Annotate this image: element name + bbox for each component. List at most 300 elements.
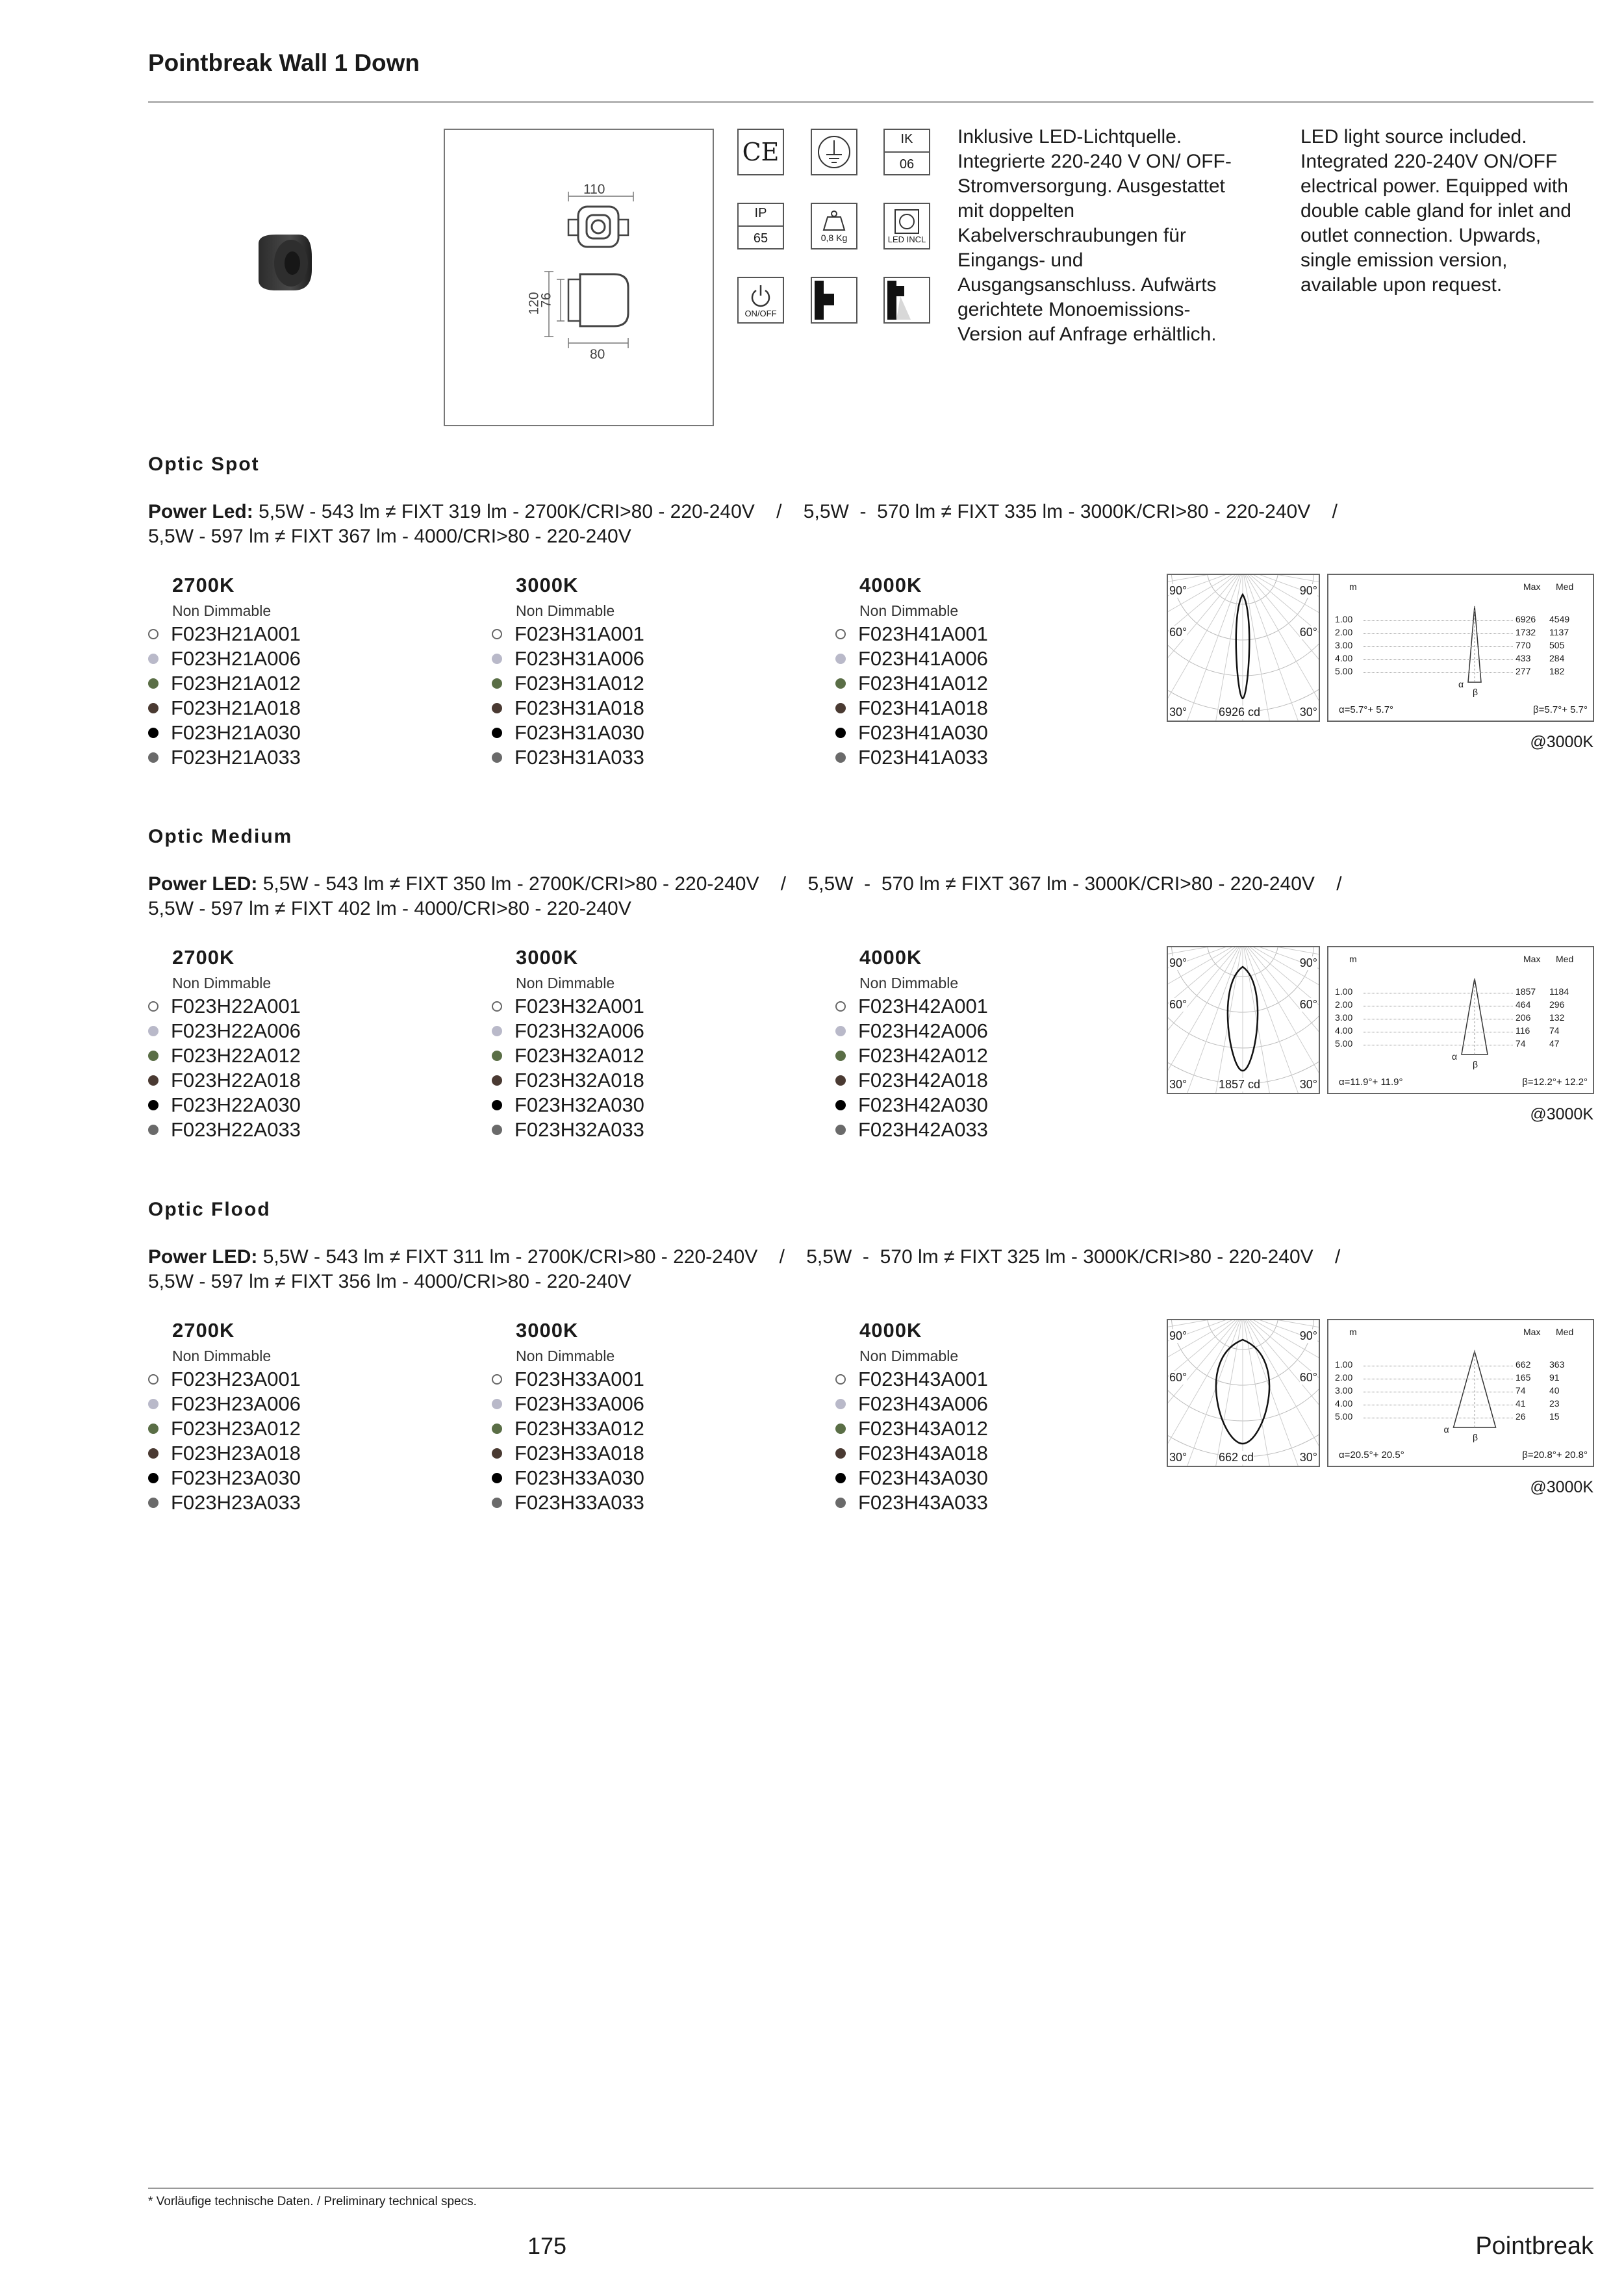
table-row bbox=[1335, 627, 1575, 637]
color-temperature: 3000K bbox=[516, 1319, 579, 1342]
led-incl-label: LED INCL bbox=[887, 234, 926, 244]
polar-diagram bbox=[1167, 946, 1320, 1094]
power-line-2: 5,5W - 597 lm ≠ FIXT 402 lm - 4000/CRI>80 - 220-240V bbox=[148, 898, 631, 919]
table-row bbox=[1335, 1385, 1575, 1396]
polar-label: 30° bbox=[1169, 706, 1187, 719]
product-code: F023H31A030 bbox=[514, 721, 644, 744]
polar-diagram bbox=[1167, 574, 1320, 722]
reference-temperature: @3000K bbox=[1530, 1105, 1593, 1123]
polar-label: 60° bbox=[1299, 1371, 1317, 1384]
table-row bbox=[1335, 614, 1575, 624]
reference-temperature: @3000K bbox=[1530, 1478, 1593, 1496]
distance: 4.00 bbox=[1335, 653, 1353, 663]
onoff-badge bbox=[737, 277, 784, 324]
finish-color-swatch bbox=[835, 678, 846, 689]
product-code-list bbox=[835, 622, 988, 770]
max-lux: 74 bbox=[1516, 1385, 1526, 1396]
table-row bbox=[1335, 1359, 1575, 1370]
color-temperature: 2700K bbox=[172, 946, 235, 969]
finish-color-swatch bbox=[148, 728, 159, 738]
finish-color-swatch bbox=[148, 703, 159, 713]
list-item bbox=[492, 1068, 644, 1093]
footer-divider bbox=[148, 2188, 1593, 2189]
power-line-1: 5,5W - 543 lm ≠ FIXT 319 lm - 2700K/CRI>80 - 220-240V / 5,5W - 570 lm ≠ FIXT 335 lm - 3000K/CRI>80 - 220-240V / bbox=[253, 501, 1338, 522]
med-header: Med bbox=[1556, 581, 1574, 592]
product-code-list bbox=[148, 622, 301, 770]
product-code: F023H21A033 bbox=[171, 746, 301, 769]
product-code: F023H23A033 bbox=[171, 1491, 301, 1514]
max-header: Max bbox=[1523, 581, 1541, 592]
alpha-angle: α=11.9°+ 11.9° bbox=[1339, 1077, 1403, 1088]
med-lux: 182 bbox=[1549, 666, 1565, 676]
dimming-type: Non Dimmable bbox=[516, 602, 615, 619]
product-code: F023H32A012 bbox=[514, 1044, 644, 1067]
dim-height: 120 bbox=[526, 292, 542, 315]
list-item bbox=[835, 1019, 988, 1043]
polar-diagram bbox=[1167, 1319, 1320, 1467]
distance: 1.00 bbox=[1335, 986, 1353, 997]
list-item bbox=[492, 671, 644, 696]
description-german: Inklusive LED-Lichtquelle. Integrierte 220-240 V ON/ OFF-Stromversorgung. Ausgestattet mit doppelten Kabelverschraubungen für Eingangs- und Ausgangsanschluss. Aufwärts gerichtete Monoemissions-Version auf Anfrage erhältlich. bbox=[958, 126, 1232, 345]
table-row bbox=[1335, 1012, 1575, 1023]
beta-angle: β=12.2°+ 12.2° bbox=[1522, 1077, 1588, 1088]
color-temperature: 2700K bbox=[172, 1319, 235, 1342]
finish-color-swatch bbox=[835, 1424, 846, 1434]
distance: 5.00 bbox=[1335, 666, 1353, 676]
weight-badge bbox=[811, 203, 857, 249]
finish-color-swatch bbox=[148, 629, 159, 639]
max-lux: 74 bbox=[1516, 1038, 1526, 1049]
dim-height-inner: 76 bbox=[539, 292, 554, 308]
list-item bbox=[148, 1392, 301, 1416]
finish-color-swatch bbox=[148, 1001, 159, 1012]
max-lux: 770 bbox=[1516, 640, 1531, 650]
dim-depth: 80 bbox=[590, 347, 605, 362]
med-lux: 15 bbox=[1549, 1411, 1560, 1422]
distance: 3.00 bbox=[1335, 1385, 1353, 1396]
product-code-list bbox=[492, 622, 644, 770]
product-code: F023H32A006 bbox=[514, 1019, 644, 1042]
polar-label: 90° bbox=[1299, 1329, 1317, 1342]
finish-color-swatch bbox=[835, 1051, 846, 1061]
product-code: F023H31A033 bbox=[514, 746, 644, 769]
power-line-2: 5,5W - 597 lm ≠ FIXT 367 lm - 4000/CRI>80 - 220-240V bbox=[148, 526, 631, 547]
list-item bbox=[148, 1068, 301, 1093]
list-item bbox=[148, 1118, 301, 1142]
candela-value: 6926 cd bbox=[1219, 706, 1261, 719]
finish-color-swatch bbox=[835, 1125, 846, 1135]
distance: 3.00 bbox=[1335, 640, 1353, 650]
distance: 4.00 bbox=[1335, 1025, 1353, 1036]
product-code: F023H43A001 bbox=[858, 1368, 988, 1390]
product-code-list bbox=[148, 1367, 301, 1515]
finish-color-swatch bbox=[148, 1374, 159, 1385]
polar-label: 60° bbox=[1169, 626, 1187, 639]
max-lux: 116 bbox=[1516, 1025, 1530, 1036]
dimming-type: Non Dimmable bbox=[859, 602, 959, 619]
finish-color-swatch bbox=[835, 1498, 846, 1508]
dimming-type: Non Dimmable bbox=[859, 1348, 959, 1364]
power-line-1: 5,5W - 543 lm ≠ FIXT 350 lm - 2700K/CRI>80 - 220-240V / 5,5W - 570 lm ≠ FIXT 367 lm - 3000K/CRI>80 - 220-240V / bbox=[257, 873, 1342, 895]
distance: 2.00 bbox=[1335, 627, 1353, 637]
finish-color-swatch bbox=[148, 1498, 159, 1508]
product-code: F023H31A018 bbox=[514, 696, 644, 719]
product-code: F023H42A018 bbox=[858, 1069, 988, 1092]
max-lux: 41 bbox=[1516, 1398, 1526, 1409]
finish-color-swatch bbox=[492, 1001, 502, 1012]
earth-badge bbox=[811, 129, 857, 175]
product-code: F023H43A006 bbox=[858, 1392, 988, 1415]
finish-color-swatch bbox=[492, 703, 502, 713]
finish-color-swatch bbox=[492, 728, 502, 738]
product-code: F023H22A033 bbox=[171, 1118, 301, 1141]
distance: 5.00 bbox=[1335, 1411, 1353, 1422]
finish-color-swatch bbox=[492, 1125, 502, 1135]
table-row bbox=[1335, 666, 1575, 676]
section-title: Optic Spot bbox=[148, 454, 260, 475]
list-item bbox=[835, 1416, 988, 1441]
product-code: F023H41A001 bbox=[858, 622, 988, 645]
product-code: F023H21A006 bbox=[171, 647, 301, 670]
max-lux: 662 bbox=[1516, 1359, 1531, 1370]
product-code: F023H41A030 bbox=[858, 721, 988, 744]
finish-color-swatch bbox=[492, 1448, 502, 1459]
brand-name: Pointbreak bbox=[1475, 2232, 1593, 2260]
list-item bbox=[492, 1441, 644, 1466]
color-temperature: 3000K bbox=[516, 574, 579, 596]
product-code: F023H32A001 bbox=[514, 995, 644, 1017]
product-code-list bbox=[492, 1367, 644, 1515]
polar-label: 60° bbox=[1299, 998, 1317, 1011]
finish-color-swatch bbox=[835, 1026, 846, 1036]
finish-color-swatch bbox=[835, 1001, 846, 1012]
product-code: F023H43A030 bbox=[858, 1466, 988, 1489]
product-code: F023H22A030 bbox=[171, 1093, 301, 1116]
med-header: Med bbox=[1556, 1327, 1574, 1337]
meter-label: m bbox=[1349, 1327, 1357, 1337]
dimming-type: Non Dimmable bbox=[172, 975, 272, 991]
list-item bbox=[835, 1043, 988, 1068]
product-code: F023H23A012 bbox=[171, 1417, 301, 1440]
list-item bbox=[835, 994, 988, 1019]
ik-badge bbox=[883, 129, 930, 175]
list-item bbox=[148, 696, 301, 721]
finish-color-swatch bbox=[492, 1100, 502, 1110]
illuminance-cone-diagram bbox=[1327, 946, 1594, 1094]
table-row bbox=[1335, 1038, 1575, 1049]
meter-label: m bbox=[1349, 954, 1357, 964]
list-item bbox=[148, 622, 301, 646]
finish-color-swatch bbox=[835, 1075, 846, 1086]
beta-symbol: β bbox=[1473, 1432, 1478, 1442]
finish-color-swatch bbox=[492, 1075, 502, 1086]
power-line-1: 5,5W - 543 lm ≠ FIXT 311 lm - 2700K/CRI>80 - 220-240V / 5,5W - 570 lm ≠ FIXT 325 lm - 3000K/CRI>80 - 220-240V / bbox=[257, 1246, 1341, 1268]
product-code: F023H41A018 bbox=[858, 696, 988, 719]
polar-label: 30° bbox=[1299, 1078, 1317, 1091]
max-lux: 1732 bbox=[1516, 627, 1536, 637]
finish-color-swatch bbox=[835, 1399, 846, 1409]
list-item bbox=[835, 1490, 988, 1515]
dimming-type: Non Dimmable bbox=[516, 975, 615, 991]
ik-value: 06 bbox=[899, 157, 915, 172]
finish-color-swatch bbox=[492, 1026, 502, 1036]
meter-label: m bbox=[1349, 581, 1357, 592]
list-item bbox=[835, 1118, 988, 1142]
product-code: F023H41A012 bbox=[858, 672, 988, 695]
max-lux: 165 bbox=[1516, 1372, 1531, 1383]
list-item bbox=[148, 1367, 301, 1392]
max-header: Max bbox=[1523, 1327, 1541, 1337]
list-item bbox=[148, 1019, 301, 1043]
ik-label: IK bbox=[900, 132, 913, 147]
product-code: F023H31A001 bbox=[514, 622, 644, 645]
product-code: F023H23A030 bbox=[171, 1466, 301, 1489]
product-code: F023H42A001 bbox=[858, 995, 988, 1017]
product-code: F023H33A018 bbox=[514, 1442, 644, 1464]
finish-color-swatch bbox=[835, 728, 846, 738]
finish-color-swatch bbox=[492, 752, 502, 763]
finish-color-swatch bbox=[835, 1100, 846, 1110]
max-lux: 6926 bbox=[1516, 614, 1536, 624]
med-lux: 74 bbox=[1549, 1025, 1560, 1036]
color-temperature: 3000K bbox=[516, 946, 579, 969]
product-code: F023H22A001 bbox=[171, 995, 301, 1017]
header-divider bbox=[148, 101, 1593, 103]
finish-color-swatch bbox=[835, 703, 846, 713]
list-item bbox=[835, 1441, 988, 1466]
alpha-angle: α=5.7°+ 5.7° bbox=[1339, 704, 1394, 715]
led-incl-badge bbox=[883, 203, 930, 249]
power-label: Power LED: bbox=[148, 1246, 258, 1268]
list-item bbox=[148, 745, 301, 770]
product-code-list bbox=[492, 994, 644, 1142]
alpha-angle: α=20.5°+ 20.5° bbox=[1339, 1450, 1404, 1461]
list-item bbox=[492, 1367, 644, 1392]
section-title: Optic Medium bbox=[148, 826, 293, 847]
power-label: Power Led: bbox=[148, 501, 253, 522]
beta-angle: β=5.7°+ 5.7° bbox=[1532, 704, 1588, 715]
finish-color-swatch bbox=[148, 752, 159, 763]
med-lux: 132 bbox=[1549, 1012, 1565, 1023]
finish-color-swatch bbox=[492, 678, 502, 689]
dimming-type: Non Dimmable bbox=[172, 1348, 272, 1364]
max-header: Max bbox=[1523, 954, 1541, 964]
beta-symbol: β bbox=[1473, 1059, 1478, 1069]
product-code: F023H21A012 bbox=[171, 672, 301, 695]
finish-color-swatch bbox=[835, 1448, 846, 1459]
list-item bbox=[835, 622, 988, 646]
product-code: F023H21A018 bbox=[171, 696, 301, 719]
product-code: F023H42A006 bbox=[858, 1019, 988, 1042]
product-code: F023H33A006 bbox=[514, 1392, 644, 1415]
distance: 2.00 bbox=[1335, 1372, 1353, 1383]
finish-color-swatch bbox=[835, 654, 846, 664]
reference-temperature: @3000K bbox=[1530, 733, 1593, 751]
product-code: F023H33A012 bbox=[514, 1417, 644, 1440]
list-item bbox=[835, 1068, 988, 1093]
product-code: F023H32A033 bbox=[514, 1118, 644, 1141]
wall-beam-icon bbox=[885, 278, 929, 322]
list-item bbox=[492, 622, 644, 646]
polar-label: 60° bbox=[1299, 626, 1317, 639]
ce-badge bbox=[737, 129, 784, 175]
product-code-list bbox=[835, 994, 988, 1142]
finish-color-swatch bbox=[148, 1125, 159, 1135]
table-row bbox=[1335, 999, 1575, 1010]
product-code-list bbox=[148, 994, 301, 1142]
finish-color-swatch bbox=[835, 1374, 846, 1385]
finish-color-swatch bbox=[492, 1399, 502, 1409]
list-item bbox=[148, 1093, 301, 1118]
polar-label: 90° bbox=[1169, 1329, 1187, 1342]
ip-label: IP bbox=[754, 206, 767, 221]
list-item bbox=[492, 1043, 644, 1068]
product-code: F023H33A030 bbox=[514, 1466, 644, 1489]
max-lux: 206 bbox=[1516, 1012, 1531, 1023]
ip-badge bbox=[737, 203, 784, 249]
med-lux: 23 bbox=[1549, 1398, 1560, 1409]
product-code: F023H31A006 bbox=[514, 647, 644, 670]
list-item bbox=[835, 1093, 988, 1118]
product-code: F023H21A001 bbox=[171, 622, 301, 645]
dimming-type: Non Dimmable bbox=[516, 1348, 615, 1364]
list-item bbox=[492, 994, 644, 1019]
distance: 5.00 bbox=[1335, 1038, 1353, 1049]
section-title: Optic Flood bbox=[148, 1199, 271, 1220]
list-item bbox=[148, 994, 301, 1019]
med-lux: 296 bbox=[1549, 999, 1565, 1010]
product-code: F023H42A030 bbox=[858, 1093, 988, 1116]
dimming-type: Non Dimmable bbox=[172, 602, 272, 619]
distance: 1.00 bbox=[1335, 614, 1353, 624]
polar-label: 90° bbox=[1169, 956, 1187, 969]
polar-label: 90° bbox=[1299, 584, 1317, 597]
product-code: F023H23A001 bbox=[171, 1368, 301, 1390]
finish-color-swatch bbox=[835, 752, 846, 763]
weight-icon bbox=[821, 209, 847, 233]
product-code: F023H32A018 bbox=[514, 1069, 644, 1092]
class-one-earth-icon bbox=[815, 133, 854, 172]
polar-label: 30° bbox=[1169, 1451, 1187, 1464]
candela-value: 1857 cd bbox=[1219, 1078, 1261, 1091]
dimming-type: Non Dimmable bbox=[859, 975, 959, 991]
finish-color-swatch bbox=[148, 1026, 159, 1036]
list-item bbox=[835, 721, 988, 745]
product-code-list bbox=[835, 1367, 988, 1515]
wall-down-icon bbox=[812, 278, 856, 322]
wall-beam-badge bbox=[883, 277, 930, 324]
table-row bbox=[1335, 1411, 1575, 1422]
list-item bbox=[148, 721, 301, 745]
med-lux: 91 bbox=[1549, 1372, 1560, 1383]
finish-color-swatch bbox=[835, 1473, 846, 1483]
finish-color-swatch bbox=[492, 1374, 502, 1385]
polar-label: 30° bbox=[1299, 1451, 1317, 1464]
product-code: F023H22A018 bbox=[171, 1069, 301, 1092]
product-code: F023H41A033 bbox=[858, 746, 988, 769]
distance: 2.00 bbox=[1335, 999, 1353, 1010]
polar-label: 60° bbox=[1169, 998, 1187, 1011]
list-item bbox=[148, 1490, 301, 1515]
med-lux: 505 bbox=[1549, 640, 1565, 650]
distance: 4.00 bbox=[1335, 1398, 1353, 1409]
list-item bbox=[835, 1466, 988, 1490]
med-lux: 40 bbox=[1549, 1385, 1560, 1396]
list-item bbox=[492, 1019, 644, 1043]
list-item bbox=[148, 646, 301, 671]
polar-label: 90° bbox=[1169, 584, 1187, 597]
table-row bbox=[1335, 986, 1575, 997]
finish-color-swatch bbox=[492, 654, 502, 664]
finish-color-swatch bbox=[148, 1051, 159, 1061]
table-row bbox=[1335, 653, 1575, 663]
product-code: F023H43A018 bbox=[858, 1442, 988, 1464]
list-item bbox=[492, 1416, 644, 1441]
product-code: F023H33A001 bbox=[514, 1368, 644, 1390]
illuminance-cone-diagram bbox=[1327, 1319, 1594, 1467]
list-item bbox=[492, 1392, 644, 1416]
med-lux: 363 bbox=[1549, 1359, 1565, 1370]
med-lux: 284 bbox=[1549, 653, 1565, 663]
finish-color-swatch bbox=[492, 629, 502, 639]
product-code: F023H21A030 bbox=[171, 721, 301, 744]
finish-color-swatch bbox=[148, 1473, 159, 1483]
technical-drawing bbox=[444, 129, 714, 426]
finish-color-swatch bbox=[492, 1498, 502, 1508]
list-item bbox=[835, 1367, 988, 1392]
product-code: F023H22A006 bbox=[171, 1019, 301, 1042]
polar-label: 30° bbox=[1299, 706, 1317, 719]
page-title: Pointbreak Wall 1 Down bbox=[148, 49, 420, 76]
description-english: LED light source included. Integrated 220-240V ON/OFF electrical power. Equipped with double cable gland for inlet and outlet connection. Upwards, single emission version, available upon request. bbox=[1300, 126, 1571, 296]
product-photo bbox=[253, 231, 315, 293]
candela-value: 662 cd bbox=[1219, 1451, 1254, 1464]
finish-color-swatch bbox=[492, 1424, 502, 1434]
list-item bbox=[835, 745, 988, 770]
list-item bbox=[492, 1490, 644, 1515]
product-code: F023H42A033 bbox=[858, 1118, 988, 1141]
illuminance-cone-diagram bbox=[1327, 574, 1594, 722]
list-item bbox=[492, 696, 644, 721]
power-spec bbox=[148, 500, 1603, 549]
weight-value: 0,8 Kg bbox=[820, 233, 848, 243]
product-code: F023H32A030 bbox=[514, 1093, 644, 1116]
list-item bbox=[835, 646, 988, 671]
color-temperature: 2700K bbox=[172, 574, 235, 596]
max-lux: 277 bbox=[1516, 666, 1531, 676]
polar-label: 30° bbox=[1169, 1078, 1187, 1091]
med-lux: 47 bbox=[1549, 1038, 1560, 1049]
product-code: F023H23A006 bbox=[171, 1392, 301, 1415]
list-item bbox=[492, 646, 644, 671]
footnote: * Vorläufige technische Daten. / Preliminary technical specs. bbox=[148, 2195, 477, 2208]
list-item bbox=[492, 1466, 644, 1490]
list-item bbox=[835, 671, 988, 696]
product-code: F023H41A006 bbox=[858, 647, 988, 670]
max-lux: 1857 bbox=[1516, 986, 1536, 997]
list-item bbox=[148, 1441, 301, 1466]
product-code: F023H23A018 bbox=[171, 1442, 301, 1464]
led-icon bbox=[893, 209, 921, 235]
product-code: F023H31A012 bbox=[514, 672, 644, 695]
list-item bbox=[148, 1043, 301, 1068]
finish-color-swatch bbox=[148, 654, 159, 664]
power-icon bbox=[748, 283, 774, 309]
med-lux: 1137 bbox=[1549, 627, 1569, 637]
product-code: F023H33A033 bbox=[514, 1491, 644, 1514]
alpha-symbol: α bbox=[1458, 679, 1464, 689]
list-item bbox=[835, 696, 988, 721]
